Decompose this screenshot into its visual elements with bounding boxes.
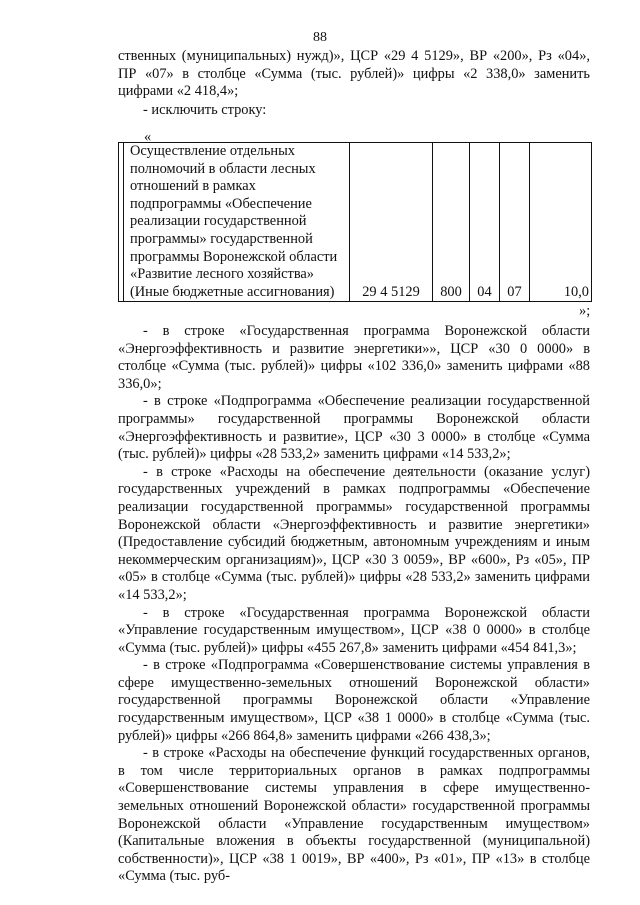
continuation-paragraph: ственных (муниципальных) нужд)», ЦСР «29 4 5129», ВР «200», Рз «04», ПР «07» в столбце «Сумма (тыс. рублей)» цифры «2 338,0» заменить цифрами «2 418,4»; [118, 48, 590, 100]
top-text-block [118, 48, 590, 119]
amendment-paragraph: - в строке «Государственная программа Воронежской области «Управление государственным имуществом», ЦСР «38 0 0000» в столбце «Сумма (тыс. рублей)» цифры «455 267,8» заменить цифрами «454 841,3»; [118, 604, 590, 656]
row-pr: 07 [500, 143, 530, 302]
row-description: Осуществление отдельных полномочий в области лесных отношений в рамках подпрограммы «Обеспечение реализации государственной программы» государственной программы Воронежской области «Развитие лесного хозяйства» (Иные бюджетные ассигнования) [124, 143, 350, 302]
amendment-paragraph: - в строке «Государственная программа Воронежской области «Энергоэффективность и развитие энергетики»», ЦСР «30 0 0000» в столбце «Сумма (тыс. рублей)» цифры «102 336,0» заменить цифрами «88 336,0»; [118, 323, 590, 392]
row-sum: 10,0 [530, 143, 592, 302]
amendment-paragraph: - в строке «Расходы на обеспечение функций государственных органов, в том числе территориальных органов в рамках подпрограммы «Совершенствование системы управления в сфере имущественно-земельных отношений Воронежской области» государственной программы Воронежской области «Управление государственным имуществом» (Капитальные вложения в объекты государственной (муниципальной) собственности)», ЦСР «38 1 0019», ВР «400», Рз «01», ПР «13» в столбце «Сумма (тыс. руб- [118, 745, 590, 885]
page-number: 88 [313, 30, 327, 45]
exclude-row-instruction: - исключить строку: [143, 101, 267, 118]
closing-quote: »; [579, 303, 591, 319]
table-row [119, 143, 592, 302]
amendment-paragraph: - в строке «Подпрограмма «Обеспечение реализации государственной программы» государственной программы Воронежской области «Энергоэффективность и развитие», ЦСР «30 3 0000» в столбце «Сумма (тыс. рублей)» цифры «28 533,2» заменить цифрами «14 533,2»; [118, 393, 590, 463]
amendment-paragraph: - в строке «Подпрограмма «Совершенствование системы управления в сфере имущественно-земельных отношений Воронежской области» государственной программы Воронежской области «Управление государственным имуществом», ЦСР «38 1 0000» в столбце «Сумма (тыс. рублей)» цифры «266 864,8» заменить цифрами «266 438,3»; [118, 657, 590, 744]
amendment-paragraph: - в строке «Расходы на обеспечение деятельности (оказание услуг) государственных учреждений в рамках подпрограммы «Обеспечение реализации государственной программы» государственной программы Воронежской области «Энергоэффективность и развитие энергетики» (Предоставление субсидий бюджетным, автономным учреждениям и иным некоммерческим организациям)», ЦСР «30 3 0059», ВР «600», Рз «05», ПР «05» в столбце «Сумма (тыс. рублей)» цифры «28 533,2» заменить цифрами «14 533,2»; [118, 463, 590, 603]
amendments-block [118, 323, 590, 886]
row-rz: 04 [470, 143, 500, 302]
row-csr: 29 4 5129 [350, 143, 433, 302]
opening-quote: « [144, 129, 152, 145]
row-vr: 800 [433, 143, 470, 302]
excluded-row-table [118, 142, 592, 302]
